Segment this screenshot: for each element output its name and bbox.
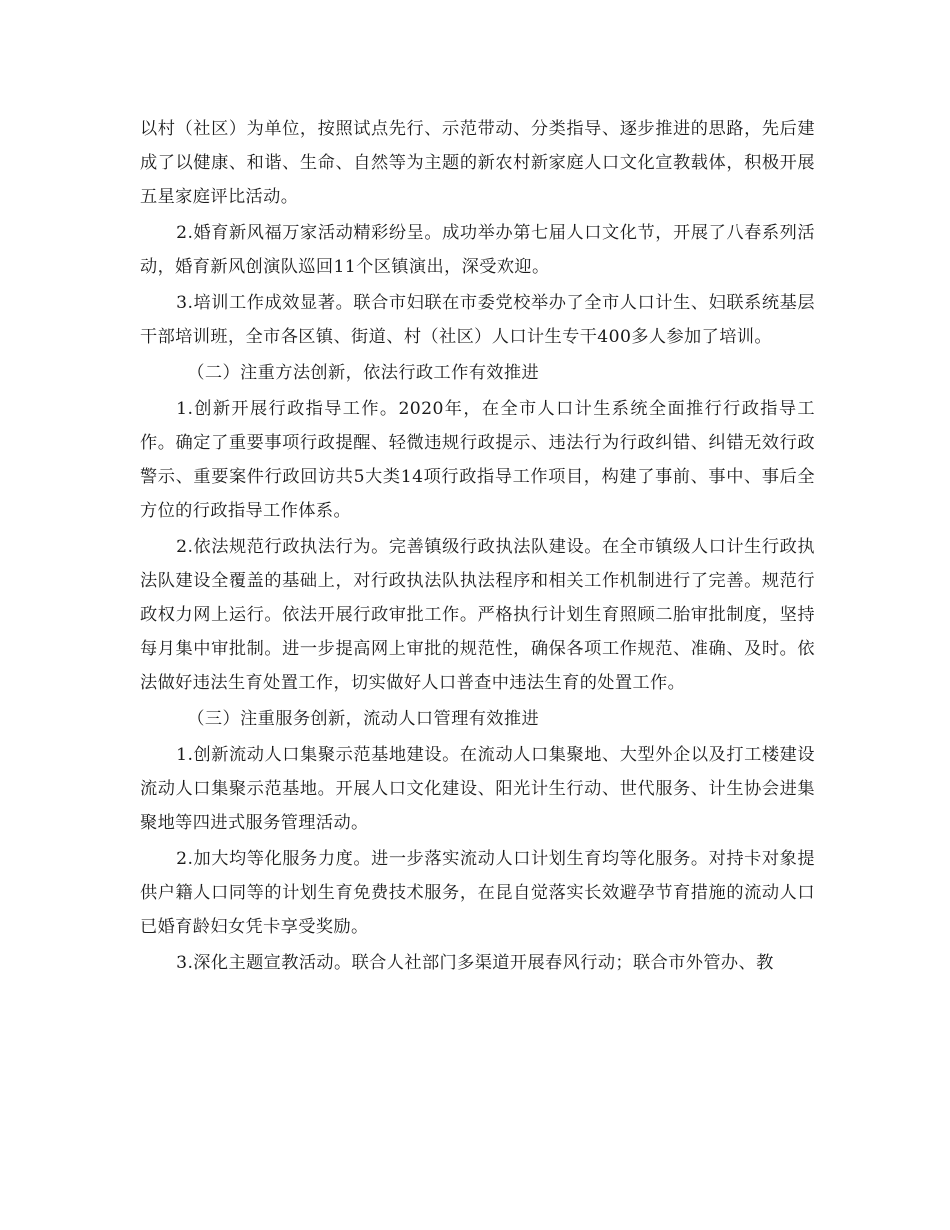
section-heading-2: （二）注重方法创新，依法行政工作有效推进 [187, 363, 540, 383]
paragraph-item-2-equal-services: 2.加大均等化服务力度。进一步落实流动人口计划生育均等化服务。对持卡对象提供户籍人口同等的计划生育免费技术服务，在昆自觉落实长效避孕节育措施的流动人口已婚育龄妇女凭卡享受奖励。 [140, 849, 815, 937]
document-body [140, 112, 815, 982]
paragraph-continuation: 以村（社区）为单位，按照试点先行、示范带动、分类指导、逐步推进的思路，先后建成了以健康、和谐、生命、自然等为主题的新农村新家庭人口文化宣教载体，积极开展五星家庭评比活动。 [140, 119, 815, 207]
paragraph-item-3-training: 3.培训工作成效显著。联合市妇联在市委党校举办了全市人口计生、妇联系统基层干部培训班，全市各区镇、街道、村（社区）人口计生专干400多人参加了培训。 [140, 293, 815, 347]
paragraph-item-3-theme-publicity: 3.深化主题宣教活动。联合人社部门多渠道开展春风行动；联合市外管办、教 [176, 953, 774, 973]
paragraph-item-2-marriage-customs: 2.婚育新风福万家活动精彩纷呈。成功举办第七届人口文化节，开展了八春系列活动，婚育新风创演队巡回11个区镇演出，深受欢迎。 [140, 223, 815, 277]
section-heading-3: （三）注重服务创新，流动人口管理有效推进 [187, 709, 540, 729]
paragraph-item-2-law-enforcement: 2.依法规范行政执法行为。完善镇级行政执法队建设。在全市镇级人口计生行政执法队建设全覆盖的基础上，对行政执法队执法程序和相关工作机制进行了完善。规范行政权力网上运行。依法开展行政审批工作。严格执行计划生育照顾二胎审批制度，坚持每月集中审批制。进一步提高网上审批的规范性，确保各项工作规范、准确、及时。依法做好违法生育处置工作，切实做好人口普查中违法生育的处置工作。 [140, 537, 815, 693]
paragraph-item-1-demonstration-base: 1.创新流动人口集聚示范基地建设。在流动人口集聚地、大型外企以及打工楼建设流动人口集聚示范基地。开展人口文化建设、阳光计生行动、世代服务、计生协会进集聚地等四进式服务管理活动。 [140, 745, 815, 833]
paragraph-item-1-administrative-guidance: 1.创新开展行政指导工作。2020年，在全市人口计生系统全面推行行政指导工作。确定了重要事项行政提醒、轻微违规行政提示、违法行为行政纠错、纠错无效行政警示、重要案件行政回访共5大类14项行政指导工作项目，构建了事前、事中、事后全方位的行政指导工作体系。 [140, 399, 815, 521]
